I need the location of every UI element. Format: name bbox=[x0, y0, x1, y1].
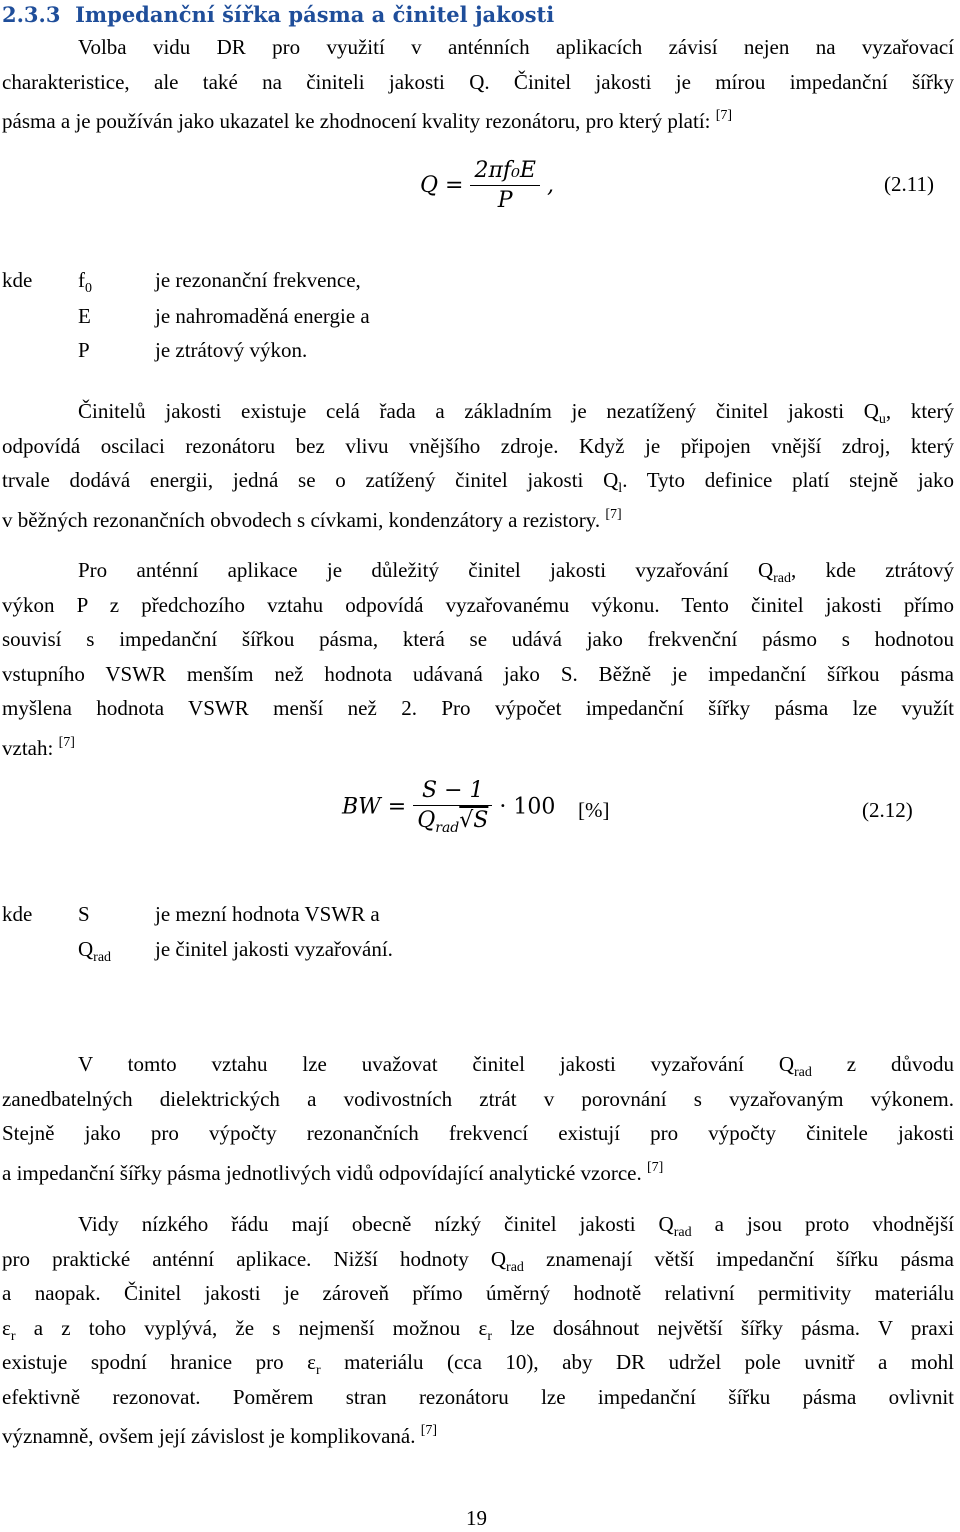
text: a jsou proto vhodnější bbox=[691, 1212, 954, 1236]
text: materiálu (cca 10), aby DR udržel pole uvnitř a mohl bbox=[320, 1350, 954, 1374]
subscript: l bbox=[618, 481, 623, 496]
variable-description: je činitel jakosti vyzařování. bbox=[155, 937, 393, 961]
text: Stejně jako pro výpočty rezonančních frekvencí existují pro výpočty činitele jakosti bbox=[2, 1121, 954, 1145]
variable-symbol: E bbox=[78, 304, 91, 328]
citation-ref: [7] bbox=[420, 1423, 438, 1438]
page-number: 19 bbox=[466, 1506, 487, 1530]
text: , který bbox=[885, 399, 954, 423]
section-number: 2.3.3 bbox=[2, 2, 61, 27]
paragraph-line bbox=[2, 1116, 954, 1151]
subscript: rad bbox=[93, 950, 112, 965]
subscript: rad bbox=[435, 820, 460, 836]
text: charakteristice, ale také na činiteli jakosti Q. Činitel jakosti je mírou impedanční šířky bbox=[2, 69, 954, 94]
citation-ref: [7] bbox=[715, 108, 733, 123]
section-heading bbox=[2, 2, 554, 27]
variable-symbol: S bbox=[78, 902, 90, 926]
equation-unit: [%] bbox=[578, 798, 610, 822]
text: znamenají větší impedanční šířku pásma bbox=[523, 1246, 954, 1271]
paragraph-line bbox=[2, 99, 954, 134]
equation-label: (2.11) bbox=[884, 172, 934, 196]
equation-2-12 bbox=[342, 778, 555, 836]
subscript: r bbox=[487, 1328, 492, 1344]
equation-fraction bbox=[413, 778, 492, 836]
text: trvale dodává energii, jedná se o zatížený činitel jakosti Q bbox=[2, 468, 619, 492]
equation-rhs: · 100 bbox=[499, 794, 556, 820]
text: . Tyto definice platí stejně jako bbox=[622, 468, 955, 492]
text: pro praktické anténní aplikace. Nižší hodnoty Q bbox=[2, 1246, 507, 1271]
paragraph-line bbox=[2, 394, 954, 429]
paragraph-line bbox=[2, 1151, 954, 1186]
variable-symbol: P bbox=[78, 338, 90, 362]
text: pásma a je používán jako ukazatel ke zhodnocení kvality rezonátoru, pro který platí: bbox=[2, 109, 716, 133]
sqrt-term: √S bbox=[459, 808, 489, 833]
text: efektivně rezonovat. Poměrem stran rezonátoru lze impedanční šířku pásma ovlivnit bbox=[2, 1384, 954, 1409]
text: lze dosáhnout největší šířky pásma. V praxi bbox=[492, 1315, 954, 1340]
text: v běžných rezonančních obvodech s cívkami, kondenzátory a rezistory. bbox=[2, 507, 606, 532]
text: f bbox=[78, 268, 85, 292]
paragraph-line bbox=[2, 65, 954, 100]
text: Vidy nízkého řádu mají obecně nízký činitel jakosti Q bbox=[78, 1212, 674, 1236]
paragraph-line bbox=[2, 588, 954, 623]
text: a z toho vyplývá, že s nejmenší možnou ε bbox=[15, 1315, 488, 1340]
paragraph-line bbox=[2, 657, 954, 692]
paragraph-line bbox=[2, 1345, 954, 1380]
subscript: rad bbox=[506, 1259, 524, 1275]
kde-label: kde bbox=[2, 902, 33, 926]
text: z důvodu bbox=[811, 1052, 954, 1076]
text: Činitelů jakosti existuje celá řada a základním je nezatížený činitel jakosti Q bbox=[78, 399, 879, 423]
text: V tomto vztahu lze uvažovat činitel jakosti vyzařování Q bbox=[78, 1052, 795, 1076]
variable-description: je mezní hodnota VSWR a bbox=[155, 902, 380, 926]
equation-comma: , bbox=[546, 173, 554, 198]
paragraph-4 bbox=[2, 1047, 954, 1185]
subscript: rad bbox=[794, 1065, 812, 1080]
variable-description: je nahromaděná energie a bbox=[155, 304, 370, 328]
paragraph-line bbox=[2, 726, 954, 761]
paragraph-2 bbox=[2, 394, 954, 532]
subscript: 0 bbox=[85, 281, 92, 296]
paragraph-line bbox=[2, 1207, 954, 1242]
equation-label: (2.12) bbox=[862, 798, 913, 822]
equation-lhs: BW = bbox=[342, 794, 407, 820]
text: Pro anténní aplikace je důležitý činitel jakosti vyzařování Q bbox=[78, 558, 774, 582]
kde-label: kde bbox=[2, 268, 33, 292]
text: myšlena hodnota VSWR menší než 2. Pro výpočet impedanční šířky pásma lze využít bbox=[2, 696, 954, 720]
paragraph-line bbox=[2, 1414, 954, 1449]
paragraph-line bbox=[2, 1082, 954, 1117]
paragraph-1 bbox=[2, 30, 954, 134]
subscript: r bbox=[10, 1328, 16, 1344]
paragraph-line bbox=[2, 1311, 954, 1346]
text: vstupního VSWR menším než hodnota udávaná jako S. Běžně je impedanční šířkou pásma bbox=[2, 661, 954, 686]
section-title: Impedanční šířka pásma a činitel jakosti bbox=[75, 2, 555, 27]
text: souvisí s impedanční šířkou pásma, která se udává jako frekvenční pásmo s hodnotou bbox=[2, 627, 954, 651]
paragraph-line bbox=[2, 1380, 954, 1415]
paragraph-line bbox=[2, 1047, 954, 1082]
paragraph-line bbox=[2, 1242, 954, 1277]
variable-symbol bbox=[78, 268, 92, 297]
subscript: rad bbox=[773, 571, 792, 586]
citation-ref: [7] bbox=[58, 734, 75, 750]
text: , kde ztrátový bbox=[791, 558, 955, 582]
text: a impedanční šířky pásma jednotlivých vidů odpovídající analytické vzorce. bbox=[2, 1160, 647, 1185]
text: výkon P z předchozího vztahu odpovídá vyzařovanému výkonu. Tento činitel jakosti přímo bbox=[2, 592, 954, 617]
text: ε bbox=[2, 1315, 11, 1340]
paragraph-line bbox=[2, 622, 954, 657]
paragraph-line bbox=[2, 498, 954, 533]
variable-symbol bbox=[78, 937, 111, 966]
paragraph-line bbox=[2, 463, 954, 498]
variable-description: je rezonanční frekvence, bbox=[155, 268, 361, 292]
subscript: rad bbox=[673, 1225, 692, 1240]
fraction-denominator: P bbox=[470, 185, 539, 213]
equation-2-11 bbox=[420, 158, 554, 213]
text: Volba vidu DR pro využití v anténních aplikacích závisí nejen na vyzařovací bbox=[78, 35, 954, 59]
paragraph-line bbox=[2, 553, 954, 588]
paragraph-line bbox=[2, 30, 954, 65]
variable-description: je ztrátový výkon. bbox=[155, 338, 308, 362]
citation-ref: [7] bbox=[646, 1159, 664, 1175]
text: zanedbatelných dielektrických a vodivostních ztrát v porovnání s vyzařovaným výkonem. bbox=[2, 1086, 954, 1111]
equation-lhs: Q = bbox=[420, 173, 464, 198]
text: existuje spodní hranice pro ε bbox=[2, 1350, 316, 1374]
fraction-numerator: S − 1 bbox=[422, 778, 484, 803]
paragraph-5 bbox=[2, 1207, 954, 1449]
citation-ref: [7] bbox=[605, 506, 622, 522]
subscript: r bbox=[315, 1363, 321, 1378]
paragraph-line bbox=[2, 429, 954, 464]
equation-fraction bbox=[470, 158, 539, 213]
text: Q bbox=[78, 937, 94, 961]
text: a naopak. Činitel jakosti je zároveň přímo úměrný hodnotě relativní permitivity materiálu bbox=[2, 1281, 954, 1305]
text: významně, ovšem její závislost je komplikovaná. bbox=[2, 1424, 421, 1448]
text: vztah: bbox=[2, 735, 59, 760]
fraction-numerator: 2πf₀E bbox=[474, 158, 536, 183]
fraction-denominator bbox=[413, 805, 492, 836]
text: Q bbox=[417, 808, 436, 833]
paragraph-line bbox=[2, 1276, 954, 1311]
text: odpovídá oscilaci rezonátoru bez vlivu vnějšího zdroje. Když je připojen vnější zdroj, který bbox=[2, 433, 954, 458]
paragraph-line bbox=[2, 691, 954, 726]
paragraph-3 bbox=[2, 553, 954, 760]
subscript: u bbox=[878, 412, 886, 427]
